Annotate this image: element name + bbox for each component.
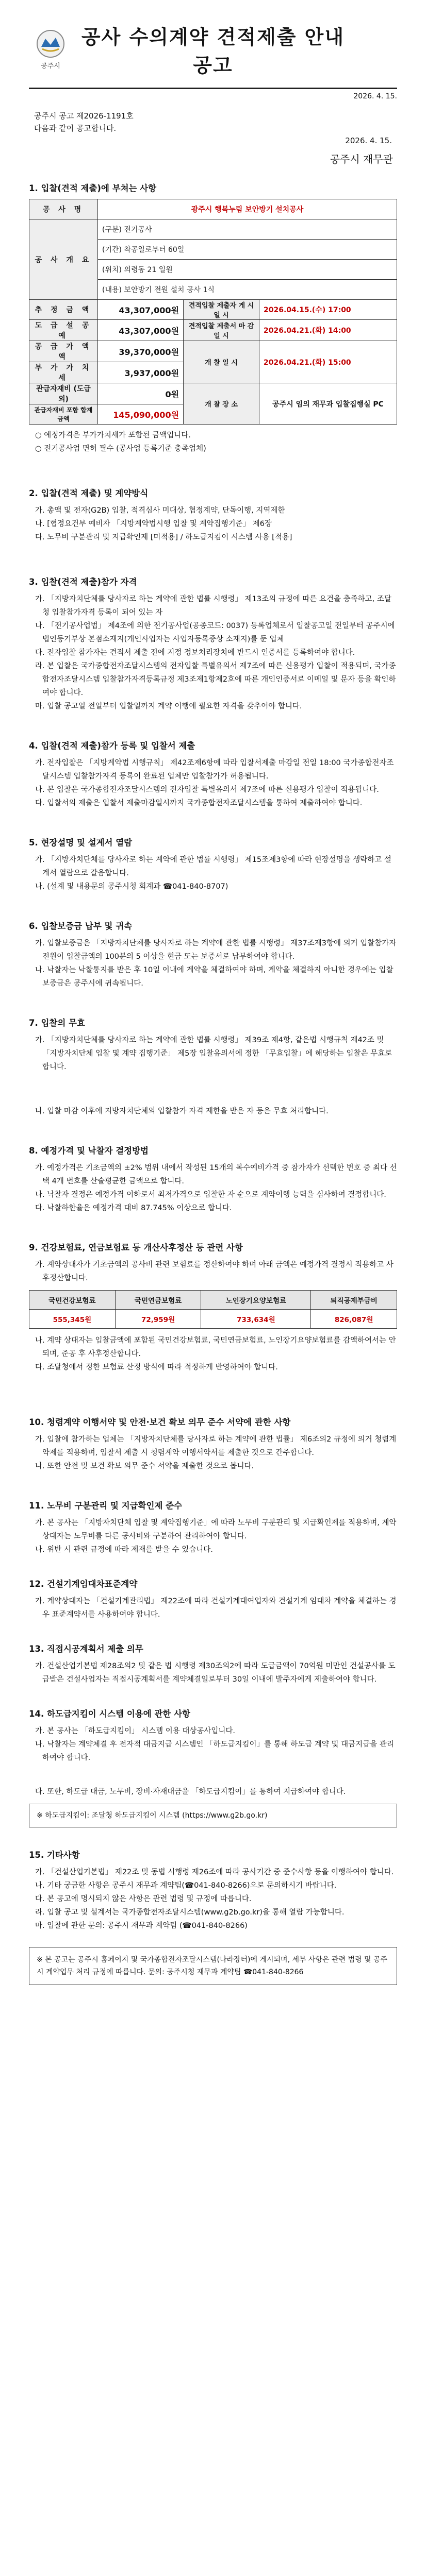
section-2 bbox=[29, 486, 397, 544]
line: 라. 본 입찰은 국가종합전자조달시스템의 전자입찰 특별유의서 제7조에 따른 신용평가 입찰이 적용되며, 국가종합전자조달시스템 입찰참가자격등록규정 제3조제1항제2호에 따른 개인인증서로 이메일 및 문자 등을 확인하여야 합니다. bbox=[35, 662, 396, 697]
vat-amount: 3,937,000원 bbox=[98, 362, 184, 383]
section-15 bbox=[29, 1848, 397, 1985]
cell-label: 관급자재비 포함 합계금액 bbox=[29, 404, 98, 425]
section-heading: 9. 건강보험료, 연금보험료 등 개산사후정산 등 관련 사항 bbox=[29, 1243, 243, 1252]
notice-line: 다음과 같이 공고합니다. bbox=[34, 124, 117, 133]
line: 마. 입찰 공고일 전일부터 입찰일까지 계약 이행에 필요한 자격을 갖추어야 합니다. bbox=[35, 702, 302, 710]
cell-label: 도 급 설 공 예 bbox=[29, 320, 98, 341]
note: ○ 예정가격은 부가가치세가 포함된 금액입니다. bbox=[35, 431, 191, 439]
section-heading: 7. 입찰의 무효 bbox=[29, 1018, 85, 1028]
line: 나. 낙찰자는 계약체결 후 전자적 대금지급 시스템인 「하도급지킴이」를 통해 하도급 계약 및 대금지급을 관리하여야 합니다. bbox=[35, 1740, 394, 1762]
header-date: 2026. 4. 15. bbox=[353, 92, 397, 100]
table-cell: 733,634원 bbox=[201, 1310, 311, 1329]
section-9 bbox=[29, 1241, 397, 1374]
cell-label: 견적입찰 제출자 게 시 일 시 bbox=[184, 300, 259, 320]
line: 나. 본 입찰은 국가종합전자조달시스템의 전자입찰 특별유의서 제7조에 따른 신용평가 입찰이 적용됩니다. bbox=[35, 786, 379, 794]
title-rule bbox=[29, 88, 397, 89]
section-heading: 1. 입찰(견적 제출)에 부쳐는 사항 bbox=[29, 183, 157, 193]
estimate-amount: 43,307,000원 bbox=[98, 300, 184, 320]
cell-label: 개 찰 장 소 bbox=[184, 383, 259, 425]
material-amount: 0원 bbox=[98, 383, 184, 404]
section-3 bbox=[29, 575, 397, 713]
table-cell: 72,959원 bbox=[115, 1310, 201, 1329]
cell-label: 공 급 가 액 액 bbox=[29, 341, 98, 362]
section-heading: 15. 기타사항 bbox=[29, 1850, 80, 1860]
open-datetime: 2026.04.15.(수) 17:00 bbox=[259, 300, 397, 320]
table-cell: 826,087원 bbox=[311, 1310, 397, 1329]
line: 가. 예정가격은 기초금액의 ±2% 범위 내에서 작성된 15개의 복수예비가격 중 참가자가 선택한 번호 중 최다 선택 4개 번호를 산술평균한 금액으로 합니다. bbox=[35, 1164, 397, 1185]
section-heading: 6. 입찰보증금 납부 및 귀속 bbox=[29, 921, 133, 931]
line: 가. 계약상대자는 「건설기계관리법」 제22조에 따라 건설기계대여업자와 건설기계 임대차 계약을 체결하는 경우 표준계약서를 사용하여야 합니다. bbox=[35, 1597, 397, 1619]
section-heading: 4. 입찰(견적 제출)참가 등록 및 입찰서 제출 bbox=[29, 741, 195, 751]
section-heading: 13. 직접시공계획서 제출 의무 bbox=[29, 1644, 143, 1654]
section-10 bbox=[29, 1415, 397, 1473]
line: 나. 낙찰자 결정은 예정가격 이하로서 최저가격으로 입찰한 자 순으로 계약이행 능력을 심사하여 결정합니다. bbox=[35, 1191, 386, 1199]
line: 다. 조달청에서 정한 보험료 산정 방식에 따라 적정하게 반영하여야 합니다. bbox=[35, 1363, 278, 1371]
line: 나. (설계 및 내용문의 공주시청 회계과 ☎041-840-8707) bbox=[35, 883, 228, 891]
line: 다. 낙찰하한율은 예정가격 대비 87.745% 이상으로 합니다. bbox=[35, 1204, 232, 1212]
bid-place: 공주시 임의 재무과 입찰집행실 PC bbox=[259, 383, 397, 425]
section-13 bbox=[29, 1642, 397, 1686]
insurance-table bbox=[29, 1290, 397, 1329]
cell-label: 공 사 개 요 bbox=[29, 219, 98, 300]
close-datetime: 2026.04.21.(화) 14:00 bbox=[259, 320, 397, 341]
base-amount: 43,307,000원 bbox=[98, 320, 184, 341]
cell-label: 공 사 명 bbox=[29, 199, 98, 219]
notice-number: 공주시 공고 제2026-1191호 bbox=[34, 111, 134, 121]
table-header: 퇴직공제부금비 bbox=[311, 1291, 397, 1310]
line: 가. 본 공사는 「하도급지킴이」 시스템 이용 대상공사입니다. bbox=[35, 1727, 236, 1735]
line: 나. [협정요건부 예비자 「지방계약법시행 입찰 및 계약집행기준」 제6장 bbox=[35, 520, 272, 528]
line: 가. 건설산업기본법 제28조의2 및 같은 법 시행령 제30조의2에 따라 도급금액이 70억원 미만인 건설공사를 도급받은 건설사업자는 직접시공계획서를 계약체결일로부터 30일 이내에 발주자에게 제출하여야 합니다. bbox=[35, 1662, 396, 1684]
line: 나. 낙찰자는 낙찰통지를 받은 후 10일 이내에 계약을 체결하여야 하며, 계약을 체결하지 아니한 경우에는 입찰보증금은 공주시에 귀속됩니다. bbox=[35, 966, 394, 988]
line: 마. 입찰에 관한 문의: 공주시 재무과 계약팀 (☎041-840-8266) bbox=[35, 1922, 248, 1930]
note-box: ※ 하도급지킴이: 조달청 하도급지킴이 시스템 (https://www.g2b.go.kr) bbox=[29, 1804, 397, 1827]
supply-amount: 39,370,000원 bbox=[98, 341, 184, 362]
section-heading: 3. 입찰(견적 제출)참가 자격 bbox=[29, 577, 137, 587]
header bbox=[29, 19, 397, 80]
section-heading: 5. 현장설명 및 설계서 열람 bbox=[29, 838, 133, 848]
note: ○ 전기공사업 면허 필수 (공사업 등록기준 충족업체) bbox=[35, 445, 206, 453]
cell-label: 견적입찰 제출서 마 감 일 시 bbox=[184, 320, 259, 341]
logo bbox=[29, 29, 72, 70]
table-header: 국민건강보험료 bbox=[29, 1291, 116, 1310]
line: 가. 총액 및 전자(G2B) 입찰, 적격심사 미대상, 협정계약, 단독이행, 지역제한 bbox=[35, 506, 285, 515]
section-1 bbox=[29, 181, 397, 455]
line: 가. 「지방자치단체를 당사자로 하는 계약에 관한 법률 시행령」 제39조 제4항, 같은법 시행규칙 제42조 및 「지방자치단체 입찰 및 계약 집행기준」 제5장 입찰유의서에 정한 「무효입찰」에 해당하는 입찰은 무효로 합니다. bbox=[35, 1036, 392, 1071]
section-11 bbox=[29, 1499, 397, 1556]
cell-label: 관급자재비 (도급외) bbox=[29, 383, 98, 404]
page-title: 공사 수의계약 견적제출 안내공고 bbox=[81, 26, 345, 77]
section-heading: 8. 예정가격 및 낙찰자 결정방법 bbox=[29, 1146, 149, 1156]
section-heading: 10. 청렴계약 이행서약 및 안전·보건 확보 의무 준수 서약에 관한 사항 bbox=[29, 1417, 291, 1427]
line: 가. 「지방자치단체를 당사자로 하는 계약에 관한 법률 시행령」 제13조의 규정에 따른 요건을 충족하고, 조달청 입찰참가자격 등록이 되어 있는 자 bbox=[35, 595, 391, 617]
section-12 bbox=[29, 1577, 397, 1621]
section-heading: 2. 입찰(견적 제출) 및 계약방식 bbox=[29, 488, 149, 498]
section-7 bbox=[29, 1016, 397, 1118]
section-5 bbox=[29, 836, 397, 893]
closing-box: ※ 본 공고는 공주시 홈페이지 및 국가종합전자조달시스템(나라장터)에 게시되며, 세부 사항은 관련 법령 및 공주시 계약업무 처리 규정에 따릅니다. 문의: 공주시청 재무과 계약팀 ☎041-840-8266 bbox=[29, 1947, 397, 1985]
project-name: 광주시 행복누림 보안방기 설치공사 bbox=[98, 199, 397, 219]
agency: 공주시 재무관 bbox=[330, 153, 393, 165]
project-period: (기간) 착공일로부터 60일 bbox=[98, 240, 397, 260]
line: 나. 계약 상대자는 입찰금액에 포함된 국민건강보험료, 국민연금보험료, 노인장기요양보험료를 감액하여서는 안되며, 준공 후 사후정산합니다. bbox=[35, 1336, 396, 1358]
city-emblem-icon bbox=[36, 29, 65, 58]
table-header: 국민연금보험료 bbox=[115, 1291, 201, 1310]
overview-table bbox=[29, 199, 397, 425]
line: 가. 「건설산업기본법」 제22조 및 동법 시행령 제26조에 따라 공사기간 중 준수사항 등을 이행하여야 합니다. bbox=[35, 1868, 394, 1876]
project-desc: (내용) 보안방기 전원 설치 공사 1식 bbox=[98, 280, 397, 300]
line: 가. 계약상대자가 기초금액의 공사비 관련 보험료를 정산하여야 하며 아래 금액은 예정가격 결정시 적용하고 사후정산합니다. bbox=[35, 1261, 394, 1282]
cell-label: 부 가 가 치 세 bbox=[29, 362, 98, 383]
bid-open-datetime: 2026.04.21.(화) 15:00 bbox=[259, 341, 397, 383]
line: 나. 「전기공사업법」 제4조에 의한 전기공사업(공종코드: 0037) 등록업체로서 입찰공고일 전일부터 공주시에 법인등기부상 본점소재지(개인사업자는 사업자등록증상 소재지)를 둔 업체 bbox=[35, 622, 395, 643]
cell-label: 추 정 금 액 bbox=[29, 300, 98, 320]
section-heading: 14. 하도급지킴이 시스템 이용에 관한 사항 bbox=[29, 1709, 190, 1719]
notice-date: 2026. 4. 15. bbox=[345, 136, 392, 145]
notice-block bbox=[34, 110, 397, 147]
section-heading: 11. 노무비 구분관리 및 지급확인제 준수 bbox=[29, 1501, 183, 1511]
project-type: (구분) 전기공사 bbox=[98, 219, 397, 240]
section-8 bbox=[29, 1144, 397, 1215]
table-cell: 555,345원 bbox=[29, 1310, 116, 1329]
line: 다. 전자입찰 참가자는 견적서 제출 전에 지정 정보처리장치에 반드시 인증서를 등록하여야 합니다. bbox=[35, 649, 355, 657]
section-14 bbox=[29, 1707, 397, 1827]
section-heading: 12. 건설기계임대차표준계약 bbox=[29, 1579, 138, 1589]
project-location: (위치) 의령동 21 일원 bbox=[98, 260, 397, 280]
line: 라. 입찰 공고 및 설계서는 국가종합전자조달시스템(www.g2b.go.kr)을 통해 열람 가능합니다. bbox=[35, 1908, 345, 1917]
line: 가. 입찰에 참가하는 업체는 「지방자치단체를 당사자로 하는 계약에 관한 법률」 제6조의2 규정에 의거 청렴계약제를 적용하며, 입찰서 제출 시 청렴계약 이행서약서를 제출한 것으로 간주합니다. bbox=[35, 1435, 397, 1457]
line: 다. 본 공고에 명시되지 않은 사항은 관련 법령 및 규정에 따릅니다. bbox=[35, 1895, 252, 1903]
logo-org-name: 공주시 bbox=[41, 62, 60, 70]
line: 가. 전자입찰은 「지방계약법 시행규칙」 제42조제6항에 따라 입찰서제출 마감일 전일 18:00 국가종합전자조달시스템 입찰참가자격 등록이 완료된 업체만 입찰참가가 허용됩니다. bbox=[35, 759, 394, 781]
line: 나. 기타 궁금한 사항은 공주시 재무과 계약팀(☎041-840-8266)으로 문의하시기 바랍니다. bbox=[35, 1882, 337, 1890]
line: 다. 입찰서의 제출은 입찰서 제출마감일시까지 국가종합전자조달시스템을 통하여 제출하여야 합니다. bbox=[35, 799, 363, 807]
line: 나. 위반 시 관련 규정에 따라 제재를 받을 수 있습니다. bbox=[35, 1546, 213, 1554]
section-4 bbox=[29, 739, 397, 810]
line: 가. 본 공사는 「지방자치단체 입찰 및 계약집행기준」에 따라 노무비 구분관리 및 지급확인제를 적용하며, 계약상대자는 노무비를 다른 공사비와 구분하여 관리하여야 합니다. bbox=[35, 1519, 397, 1540]
line: 나. 입찰 마감 이후에 지방자치단체의 입찰참가 자격 제한을 받은 자 등은 무효 처리합니다. bbox=[35, 1107, 329, 1115]
table-header: 노인장기요양보험료 bbox=[201, 1291, 311, 1310]
line: 나. 또한 안전 및 보건 확보 의무 준수 서약을 제출한 것으로 봅니다. bbox=[35, 1462, 254, 1470]
total-amount: 145,090,000원 bbox=[98, 404, 184, 425]
line: 다. 또한, 하도급 대금, 노무비, 장비·자재대금을 「하도급지킴이」를 통하여 지급하여야 합니다. bbox=[35, 1788, 346, 1796]
line: 가. 「지방자치단체를 당사자로 하는 계약에 관한 법률 시행령」 제15조제3항에 따라 현장설명을 생략하고 설계서 열람으로 갈음합니다. bbox=[35, 856, 391, 877]
line: 가. 입찰보증금은 「지방자치단체를 당사자로 하는 계약에 관한 법률 시행령」 제37조제3항에 의거 입찰참가자 전원이 입찰금액의 100분의 5 이상을 현금 또는 보증서로 납부하여야 합니다. bbox=[35, 939, 397, 961]
section-6 bbox=[29, 919, 397, 990]
cell-label: 개 찰 일 시 bbox=[184, 341, 259, 383]
line: 다. 노무비 구분관리 및 지급확인제 [미적용] / 하도급지킴이 시스템 사용 [적용] bbox=[35, 533, 292, 541]
